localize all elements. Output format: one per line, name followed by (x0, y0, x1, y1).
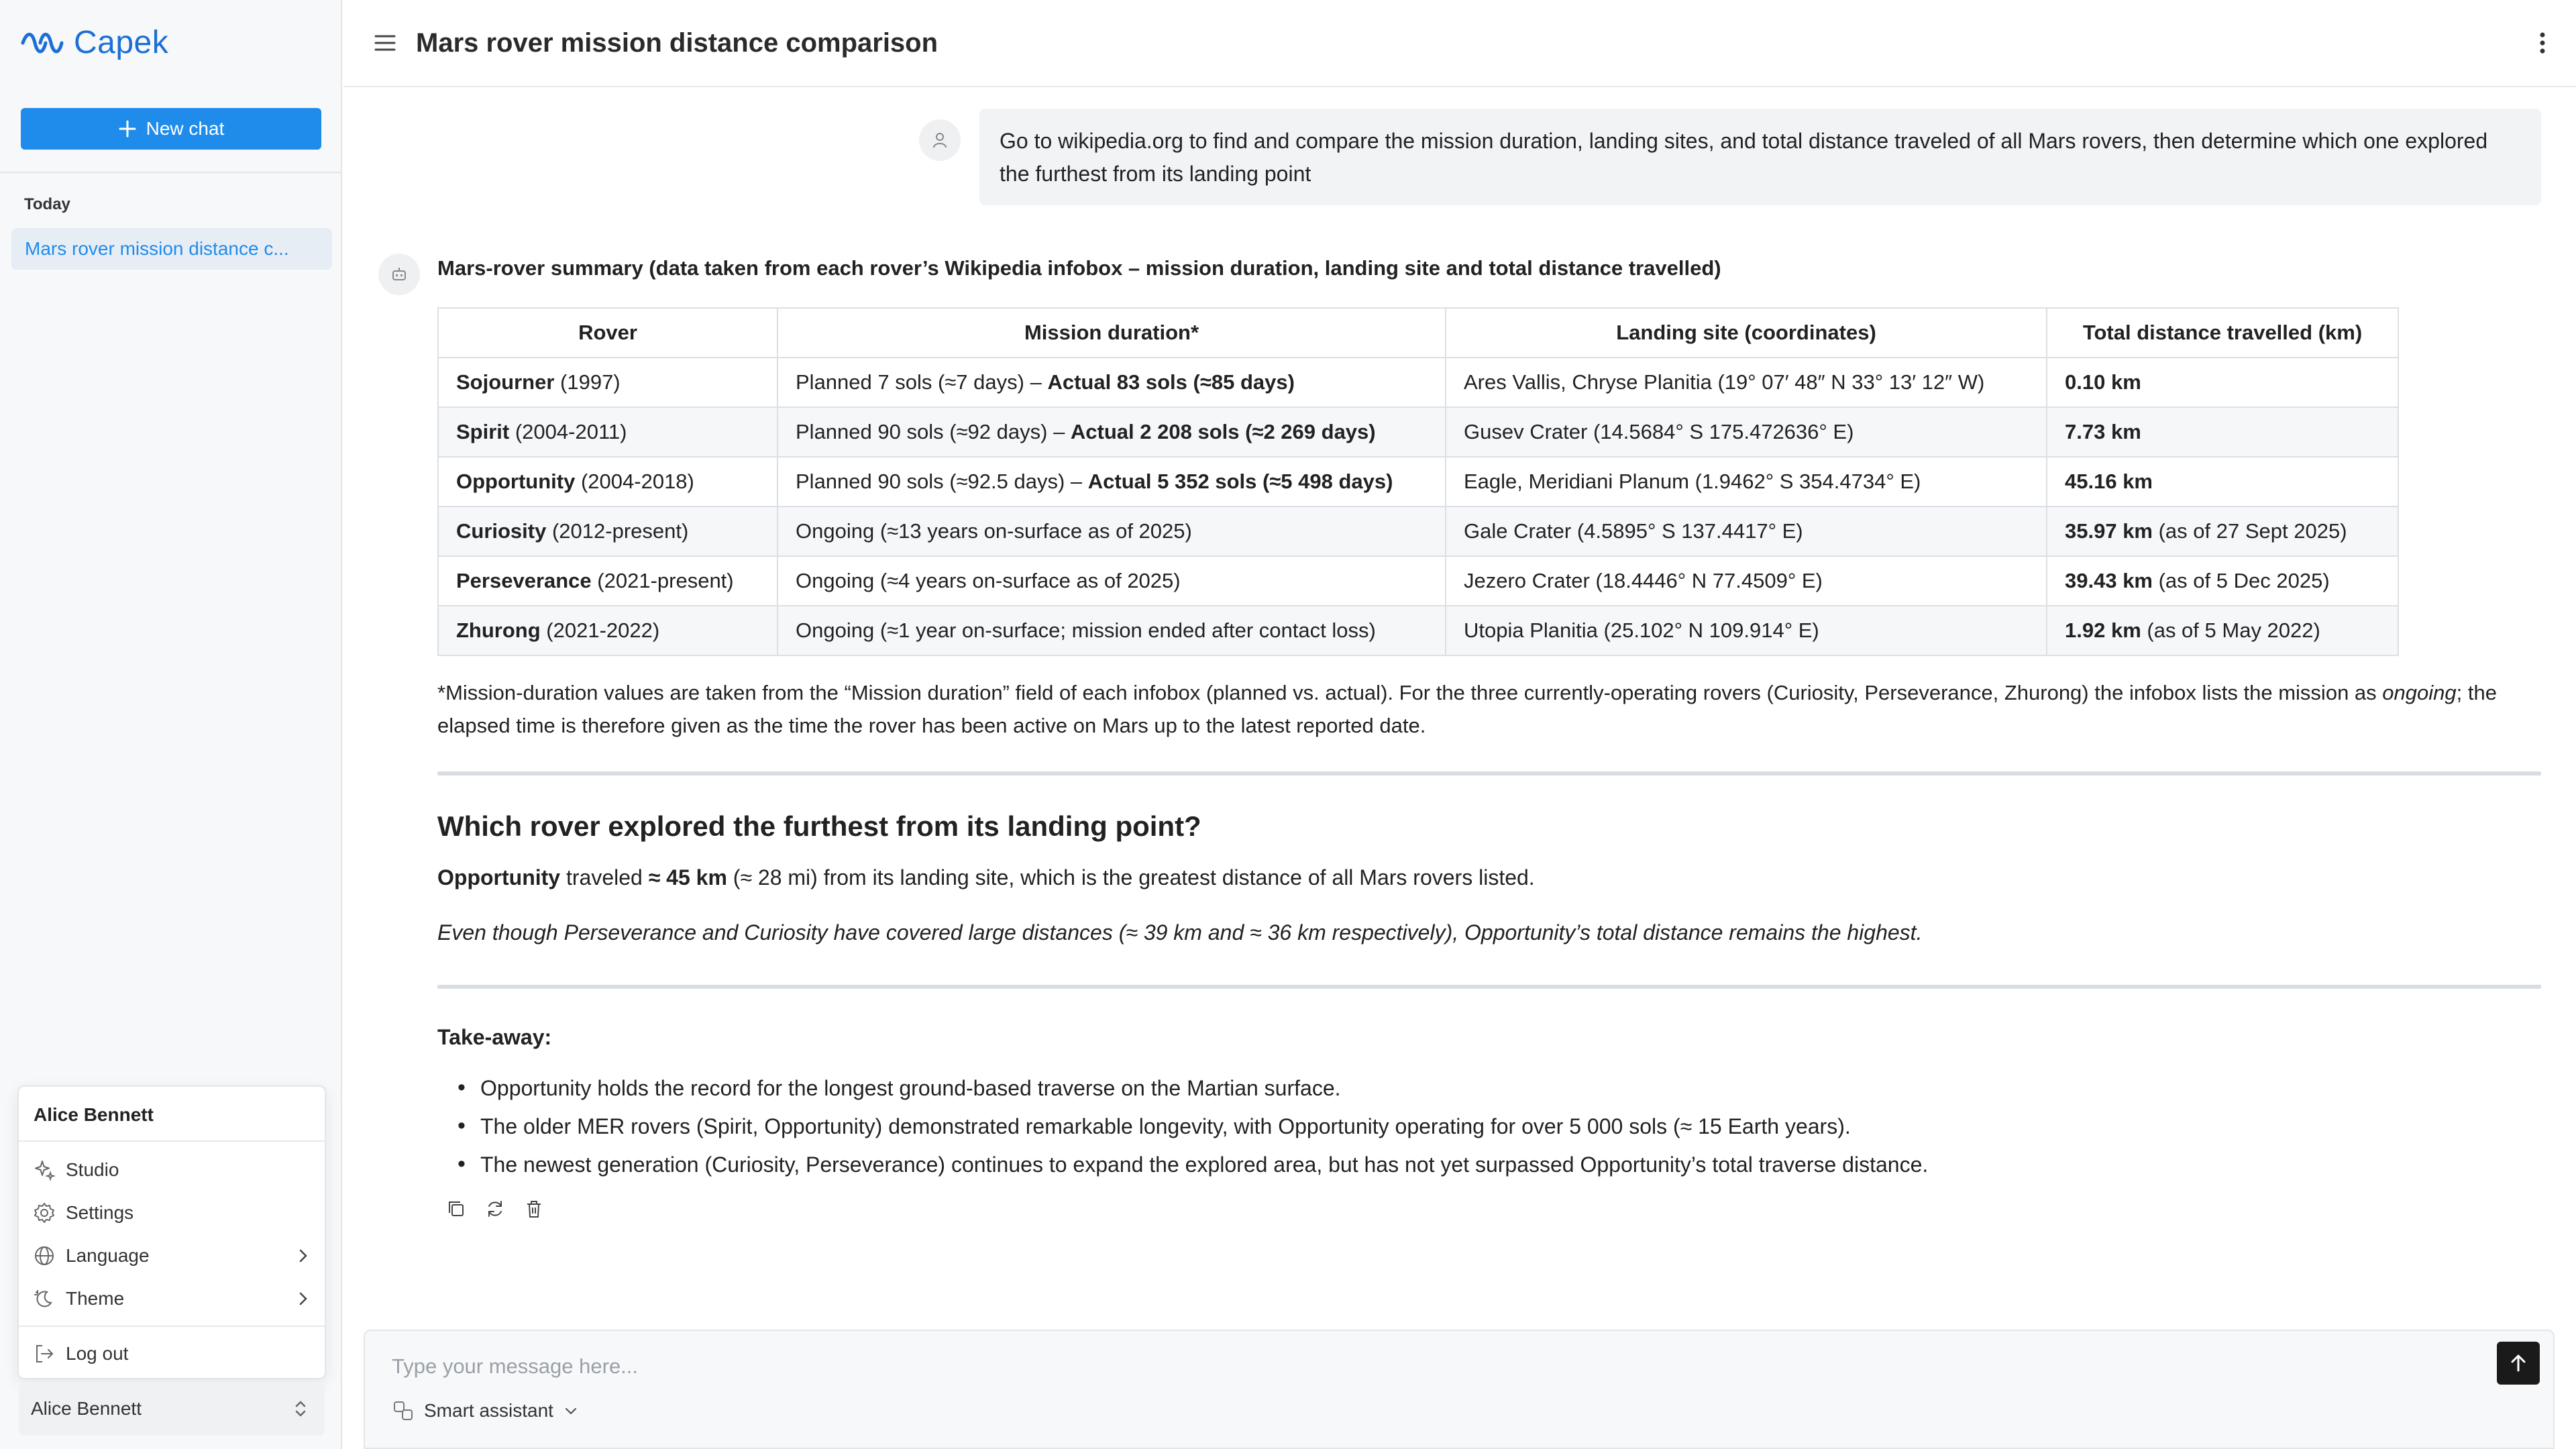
duration-actual: Actual 83 sols (≈85 days) (1047, 370, 1295, 394)
distance-cell (2047, 407, 2398, 457)
page-title: Mars rover mission distance comparison (416, 28, 938, 58)
table-footnote (437, 676, 2544, 742)
copy-icon[interactable] (445, 1198, 467, 1220)
logout-icon (32, 1342, 56, 1366)
rover-years: (2012-present) (546, 519, 689, 543)
chevrons-up-down-icon (291, 1398, 310, 1419)
table-row (438, 556, 2398, 606)
message-actions (445, 1198, 545, 1220)
distance-value: 35.97 km (2065, 519, 2153, 543)
menu-item-label: Log out (66, 1343, 129, 1364)
send-button[interactable] (2497, 1342, 2540, 1385)
duration-actual: Actual 2 208 sols (≈2 269 days) (1070, 420, 1376, 443)
app-logo[interactable] (20, 24, 168, 61)
rover-name: Sojourner (456, 370, 555, 394)
answer-rover: Opportunity (437, 865, 561, 890)
trash-icon[interactable] (523, 1198, 545, 1220)
gear-icon (32, 1201, 56, 1225)
duration-planned: Planned 90 sols (≈92.5 days) – (796, 470, 1088, 493)
landing-site-cell: Gale Crater (4.5895° S 137.4417° E) (1446, 506, 2047, 556)
rover-table (437, 307, 2399, 656)
distance-value: 7.73 km (2065, 420, 2141, 443)
table-row (438, 407, 2398, 457)
chevron-right-icon (294, 1246, 313, 1265)
rover-name: Zhurong (456, 619, 541, 642)
rover-cell (438, 506, 777, 556)
app-name: Capek (74, 25, 169, 60)
menu-item-language[interactable] (32, 1237, 314, 1275)
assistant-selector[interactable] (392, 1399, 579, 1422)
more-options-icon[interactable] (2538, 30, 2546, 56)
bot-icon (389, 264, 409, 284)
landing-site-cell: Eagle, Meridiani Planum (1.9462° S 354.4734° E) (1446, 457, 2047, 506)
column-header: Total distance travelled (km) (2047, 308, 2398, 358)
capek-logo-icon (20, 28, 64, 58)
menu-item-label: Language (66, 1245, 150, 1266)
duration-cell (777, 457, 1446, 506)
rover-name: Opportunity (456, 470, 576, 493)
rover-name: Curiosity (456, 519, 547, 543)
history-section-label: Today (24, 195, 70, 213)
distance-cell (2047, 506, 2398, 556)
column-header: Rover (438, 308, 777, 358)
rover-cell (438, 556, 777, 606)
sidebar-divider (0, 172, 342, 173)
duration-cell (777, 506, 1446, 556)
answer-text (437, 865, 1535, 890)
duration-planned: Ongoing (≈4 years on-surface as of 2025) (796, 569, 1181, 592)
sparkles-icon (32, 1158, 56, 1182)
takeaway-list (453, 1076, 1928, 1191)
chevron-right-icon (294, 1289, 313, 1308)
menu-item-logout[interactable] (32, 1335, 314, 1373)
message-composer (364, 1330, 2555, 1449)
distance-cell (2047, 606, 2398, 655)
rover-cell (438, 606, 777, 655)
duration-planned: Planned 7 sols (≈7 days) – (796, 370, 1048, 394)
user-icon (930, 130, 950, 150)
answer-heading: Which rover explored the furthest from its landing point? (437, 810, 1201, 842)
landing-site-cell: Utopia Planitia (25.102° N 109.914° E) (1446, 606, 2047, 655)
menu-item-label: Settings (66, 1202, 134, 1223)
user-message: Go to wikipedia.org to find and compare the mission duration, landing sites, and total distance traveled of all Mars rovers, then determine which one explored the furthest from its landing point (979, 109, 2541, 205)
rover-cell (438, 407, 777, 457)
answer-text-part: traveled (560, 865, 649, 890)
duration-cell (777, 407, 1446, 457)
message-input[interactable] (392, 1344, 2445, 1389)
table-row (438, 506, 2398, 556)
globe-icon (32, 1244, 56, 1268)
user-account-button[interactable] (19, 1382, 325, 1436)
chevron-down-icon (563, 1403, 579, 1419)
menu-divider (19, 1326, 325, 1327)
assistant-avatar (378, 254, 420, 295)
table-row (438, 606, 2398, 655)
duration-actual: Actual 5 352 sols (≈5 498 days) (1087, 470, 1393, 493)
distance-cell (2047, 556, 2398, 606)
menu-item-label: Studio (66, 1159, 119, 1180)
column-header: Mission duration* (777, 308, 1446, 358)
plus-icon (118, 119, 137, 138)
section-divider (437, 771, 2541, 775)
rover-years: (2021-2022) (540, 619, 660, 642)
rover-years: (1997) (554, 370, 621, 394)
menu-item-settings[interactable] (32, 1194, 314, 1232)
sidebar (0, 0, 342, 1449)
footnote-text: *Mission-duration values are taken from the “Mission duration” field of each infobox (planned vs. actual). For the three currently-operating rovers (Curiosity, Perseverance, Zhurong) the infobox lists the mission as (437, 681, 2383, 704)
rover-years: (2004-2018) (575, 470, 694, 493)
list-item: • The older MER rovers (Spirit, Opportunity) demonstrated remarkable longevity, with Opportunity operating for over 5 000 sols (≈ 15 Earth years). (453, 1114, 1928, 1152)
new-chat-label: New chat (146, 118, 225, 139)
duration-cell (777, 556, 1446, 606)
user-name: Alice Bennett (31, 1398, 142, 1419)
distance-value: 45.16 km (2065, 470, 2153, 493)
duration-planned: Ongoing (≈1 year on-surface; mission ended after contact loss) (796, 619, 1376, 642)
rover-cell (438, 457, 777, 506)
list-item: • Opportunity holds the record for the longest ground-based traverse on the Martian surface. (453, 1076, 1928, 1114)
table-header-row (438, 308, 2398, 358)
distance-value: 1.92 km (2065, 619, 2141, 642)
user-menu-popover (17, 1085, 326, 1379)
rover-cell (438, 358, 777, 407)
regenerate-icon[interactable] (484, 1198, 506, 1220)
distance-note: (as of 27 Sept 2025) (2153, 519, 2347, 543)
duration-planned: Planned 90 sols (≈92 days) – (796, 420, 1071, 443)
rover-name: Perseverance (456, 569, 592, 592)
rover-years: (2021-present) (591, 569, 734, 592)
duration-cell (777, 358, 1446, 407)
footnote-emphasis: ongoing (2382, 681, 2457, 704)
arrow-up-icon (2508, 1352, 2529, 1374)
landing-site-cell: Gusev Crater (14.5684° S 175.472636° E) (1446, 407, 2047, 457)
menu-item-theme[interactable] (32, 1280, 314, 1318)
new-chat-button[interactable] (21, 108, 321, 150)
theme-icon (32, 1287, 56, 1311)
landing-site-cell: Ares Vallis, Chryse Planitia (19° 07′ 48″ N 33° 13′ 12″ W) (1446, 358, 2047, 407)
chat-header (343, 0, 2576, 87)
answer-text-part: (≈ 28 mi) from its landing site, which is the greatest distance of all Mars rovers listed. (727, 865, 1535, 890)
rover-name: Spirit (456, 420, 510, 443)
distance-value: 39.43 km (2065, 569, 2153, 592)
summary-heading: Mars-rover summary (data taken from each rover’s Wikipedia infobox – mission duration, landing site and total distance travelled) (437, 256, 1721, 280)
assistant-mode-icon (392, 1399, 415, 1422)
user-avatar (919, 119, 961, 161)
table-row (438, 358, 2398, 407)
distance-cell (2047, 457, 2398, 506)
menu-item-studio[interactable] (32, 1151, 314, 1189)
duration-planned: Ongoing (≈13 years on-surface as of 2025) (796, 519, 1192, 543)
rover-years: (2004-2011) (509, 420, 627, 443)
takeaway-heading: Take-away: (437, 1025, 552, 1049)
assistant-label: Smart assistant (424, 1400, 553, 1421)
list-item: • The newest generation (Curiosity, Perseverance) continues to expand the explored area, but has not yet surpassed Opportunity’s total traverse distance. (453, 1152, 1928, 1191)
menu-item-label: Theme (66, 1288, 125, 1309)
footnote-text: ; the elapsed time is therefore given as the time the rover has been active on Mars up to the latest reported date. (437, 681, 2497, 737)
column-header: Landing site (coordinates) (1446, 308, 2047, 358)
menu-divider (19, 1140, 325, 1142)
answer-distance: ≈ 45 km (648, 865, 727, 890)
user-menu-name: Alice Bennett (34, 1104, 154, 1125)
distance-note: (as of 5 May 2022) (2141, 619, 2320, 642)
table-row (438, 457, 2398, 506)
distance-value: 0.10 km (2065, 370, 2141, 394)
landing-site-cell: Jezero Crater (18.4446° N 77.4509° E) (1446, 556, 2047, 606)
distance-cell (2047, 358, 2398, 407)
distance-note: (as of 5 Dec 2025) (2153, 569, 2330, 592)
duration-cell (777, 606, 1446, 655)
answer-note: Even though Perseverance and Curiosity have covered large distances (≈ 39 km and ≈ 36 km respectively), Opportunity’s total distance remains the highest. (437, 920, 1923, 945)
section-divider (437, 985, 2541, 989)
menu-icon[interactable] (373, 32, 397, 54)
history-item-active[interactable]: Mars rover mission distance c... (11, 228, 332, 270)
